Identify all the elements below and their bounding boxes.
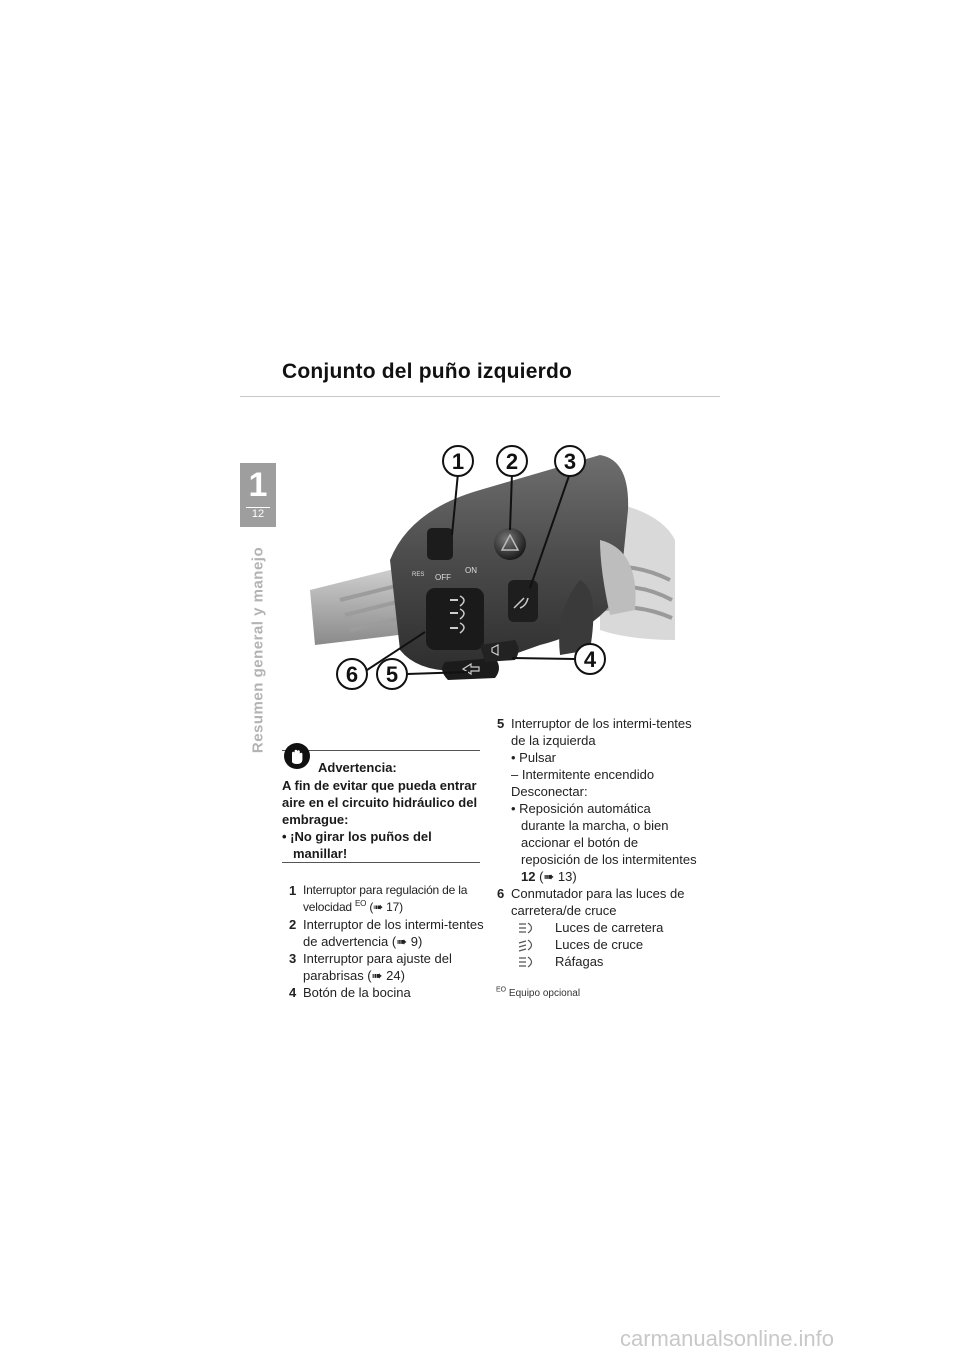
warning-bottom-rule bbox=[282, 862, 480, 863]
list-item bbox=[289, 882, 489, 916]
reset-text: • Reposición automática durante la marcha, o bien accionar el botón de reposición de los intermitentes bbox=[511, 801, 697, 867]
item-text bbox=[511, 715, 697, 885]
title-divider bbox=[240, 396, 720, 397]
legend-list-left bbox=[289, 882, 489, 1001]
item-text: Interruptor para ajuste del parabrisas (➠ 24) bbox=[303, 951, 452, 983]
hazard-button bbox=[494, 528, 526, 560]
item-text bbox=[303, 882, 489, 916]
chapter-tab bbox=[240, 463, 276, 527]
light-mode-high bbox=[511, 919, 697, 936]
optional-equipment-mark: EO bbox=[496, 986, 507, 994]
reset-ref-number: 12 bbox=[521, 869, 536, 884]
warning-text: A fin de evitar que pueda entrar aire en el circuito hidráulico del embrague: bbox=[282, 778, 478, 827]
light-mode-flash bbox=[511, 953, 697, 970]
item-number: 1 bbox=[289, 883, 297, 898]
optional-equipment-mark: EO bbox=[355, 899, 367, 908]
item-number: 4 bbox=[289, 985, 297, 1000]
callout-4: 4 bbox=[583, 647, 597, 672]
light-mode-label: Luces de cruce bbox=[555, 937, 644, 952]
list-item bbox=[497, 715, 697, 885]
item-text: Botón de la bocina bbox=[303, 985, 411, 1000]
page-title: Conjunto del puño izquierdo bbox=[282, 360, 573, 383]
page-reference: (➠ 17) bbox=[369, 900, 403, 914]
low-beam-icon bbox=[517, 938, 537, 952]
warning-top-rule bbox=[282, 750, 480, 751]
callout-2: 2 bbox=[505, 449, 519, 474]
high-beam-icon bbox=[517, 921, 537, 935]
light-mode-label: Ráfagas bbox=[555, 954, 604, 969]
page-number: 12 bbox=[251, 508, 265, 520]
headlight-flasher-icon bbox=[517, 955, 537, 969]
footnote-text: Equipo opcional bbox=[508, 988, 581, 999]
cruise-control-switch bbox=[427, 528, 453, 560]
item-label: Interruptor de los intermi-tentes de la izquierda bbox=[511, 716, 692, 748]
list-item bbox=[497, 885, 697, 970]
warning-heading: Advertencia: bbox=[318, 760, 397, 775]
warning-hand-icon bbox=[283, 742, 311, 770]
callout-6: 6 bbox=[345, 662, 359, 687]
list-item bbox=[289, 916, 489, 950]
light-mode-label: Luces de carretera bbox=[555, 920, 664, 935]
item-number: 3 bbox=[289, 951, 297, 966]
item-number: 6 bbox=[497, 886, 505, 901]
callout-5: 5 bbox=[385, 662, 399, 687]
switch-housing bbox=[390, 455, 628, 671]
callout-1: 1 bbox=[451, 449, 465, 474]
handlebar-photo bbox=[300, 440, 680, 710]
item-text bbox=[511, 885, 697, 970]
warning-body bbox=[282, 777, 482, 862]
list-item bbox=[289, 984, 489, 1001]
light-mode-low bbox=[511, 936, 697, 953]
item-text: Interruptor de los intermi-tentes de advertencia (➠ 9) bbox=[303, 917, 484, 949]
list-item bbox=[289, 950, 489, 984]
watermark: carmanualsonline.info bbox=[620, 1326, 835, 1351]
item-label: Conmutador para las luces de carretera/de cruce bbox=[511, 886, 685, 918]
legend-list-right bbox=[497, 715, 697, 970]
disconnect-label: Desconectar: bbox=[511, 784, 588, 799]
press-result: – Intermitente encendido bbox=[511, 767, 655, 782]
switch-label-res: RES bbox=[412, 572, 425, 578]
page-reference: (➠ 13) bbox=[539, 869, 577, 884]
callout-3: 3 bbox=[563, 449, 577, 474]
press-instruction: • Pulsar bbox=[511, 750, 557, 765]
item-number: 5 bbox=[497, 716, 505, 731]
footnote bbox=[496, 988, 580, 999]
switch-label-on: ON bbox=[465, 566, 477, 575]
warning-bullet: • ¡No girar los puños del manillar! bbox=[282, 829, 432, 861]
section-side-label: Resumen general y manejo bbox=[249, 546, 267, 754]
item-label: Interruptor para regulación de la velocidad bbox=[303, 883, 468, 914]
switch-label-off: OFF bbox=[435, 573, 451, 582]
reset-instruction bbox=[511, 800, 697, 885]
item-number: 2 bbox=[289, 917, 297, 932]
light-switch bbox=[426, 588, 484, 650]
windscreen-switch bbox=[508, 580, 538, 622]
chapter-number: 1 bbox=[248, 466, 268, 504]
